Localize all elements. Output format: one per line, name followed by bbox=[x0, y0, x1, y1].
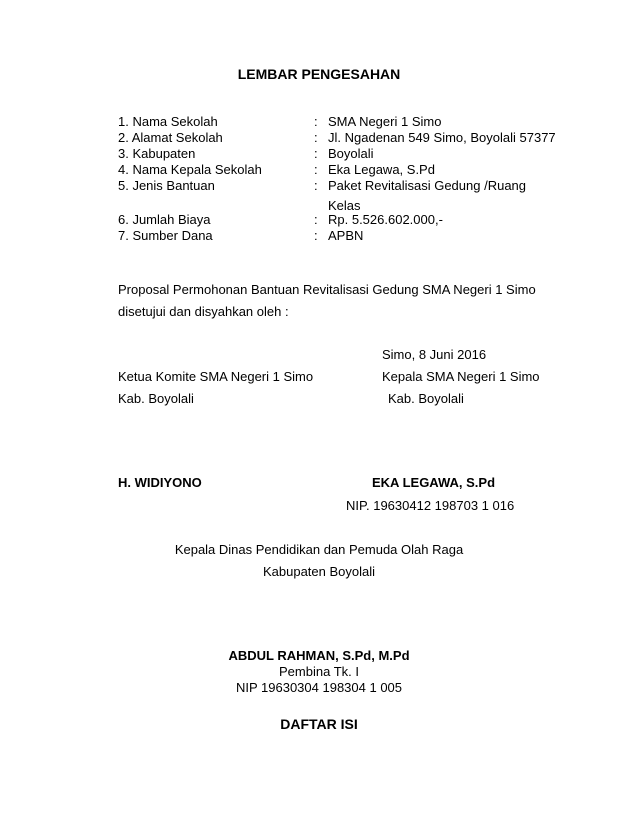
page-title: LEMBAR PENGESAHAN bbox=[237, 66, 401, 82]
section-heading-daftar-isi: DAFTAR ISI bbox=[280, 716, 358, 732]
right-signatory-nip: NIP. 19630412 198703 1 016 bbox=[346, 498, 515, 513]
info-row-jenis-bantuan bbox=[0, 178, 638, 194]
info-label: 6. Jumlah Biaya bbox=[118, 212, 211, 227]
bottom-signatory-name: ABDUL RAHMAN, S.Pd, M.Pd bbox=[228, 648, 410, 663]
bottom-signatory-role-1: Kepala Dinas Pendidikan dan Pemuda Olah Raga bbox=[174, 542, 464, 557]
place-date: Simo, 8 Juni 2016 bbox=[382, 347, 487, 362]
info-value: Eka Legawa, S.Pd bbox=[328, 162, 435, 177]
info-value: Boyolali bbox=[328, 146, 374, 161]
info-value: Rp. 5.526.602.000,- bbox=[328, 212, 443, 227]
info-row-kepala-sekolah bbox=[0, 162, 638, 178]
info-row-alamat-sekolah bbox=[0, 130, 638, 146]
info-colon: : bbox=[314, 162, 318, 177]
info-colon: : bbox=[314, 228, 318, 243]
info-row-jumlah-biaya bbox=[0, 212, 638, 228]
bottom-signatory-role-2: Kabupaten Boyolali bbox=[262, 564, 376, 579]
bottom-signatory-rank: Pembina Tk. I bbox=[279, 664, 359, 679]
statement-line-1: Proposal Permohonan Bantuan Revitalisasi Gedung SMA Negeri 1 Simo bbox=[118, 282, 536, 297]
info-colon: : bbox=[314, 178, 318, 193]
info-label: 7. Sumber Dana bbox=[118, 228, 213, 243]
info-value: Jl. Ngadenan 549 Simo, Boyolali 57377 bbox=[328, 130, 556, 145]
bottom-signatory-nip: NIP 19630304 198304 1 005 bbox=[235, 680, 403, 695]
info-row-sumber-dana bbox=[0, 228, 638, 244]
info-row-nama-sekolah bbox=[0, 114, 638, 130]
info-label: 3. Kabupaten bbox=[118, 146, 196, 161]
info-colon: : bbox=[314, 114, 318, 129]
right-signatory-region: Kab. Boyolali bbox=[388, 391, 464, 406]
info-value: APBN bbox=[328, 228, 364, 243]
right-signatory-role: Kepala SMA Negeri 1 Simo bbox=[382, 369, 540, 384]
left-signatory-name: H. WIDIYONO bbox=[118, 475, 202, 490]
left-signatory-region: Kab. Boyolali bbox=[118, 391, 194, 406]
info-label: 1. Nama Sekolah bbox=[118, 114, 218, 129]
info-colon: : bbox=[314, 130, 318, 145]
info-label: 4. Nama Kepala Sekolah bbox=[118, 162, 262, 177]
info-colon: : bbox=[314, 146, 318, 161]
info-colon: : bbox=[314, 212, 318, 227]
statement-line-2: disetujui dan disyahkan oleh : bbox=[118, 304, 289, 319]
info-row-kabupaten bbox=[0, 146, 638, 162]
info-value: Paket Revitalisasi Gedung /Ruang bbox=[328, 178, 527, 193]
right-signatory-name: EKA LEGAWA, S.Pd bbox=[372, 475, 496, 490]
info-value-continued: Kelas bbox=[328, 198, 361, 213]
info-label: 5. Jenis Bantuan bbox=[118, 178, 215, 193]
left-signatory-role: Ketua Komite SMA Negeri 1 Simo bbox=[118, 369, 314, 384]
info-label: 2. Alamat Sekolah bbox=[118, 130, 223, 145]
info-value: SMA Negeri 1 Simo bbox=[328, 114, 442, 129]
